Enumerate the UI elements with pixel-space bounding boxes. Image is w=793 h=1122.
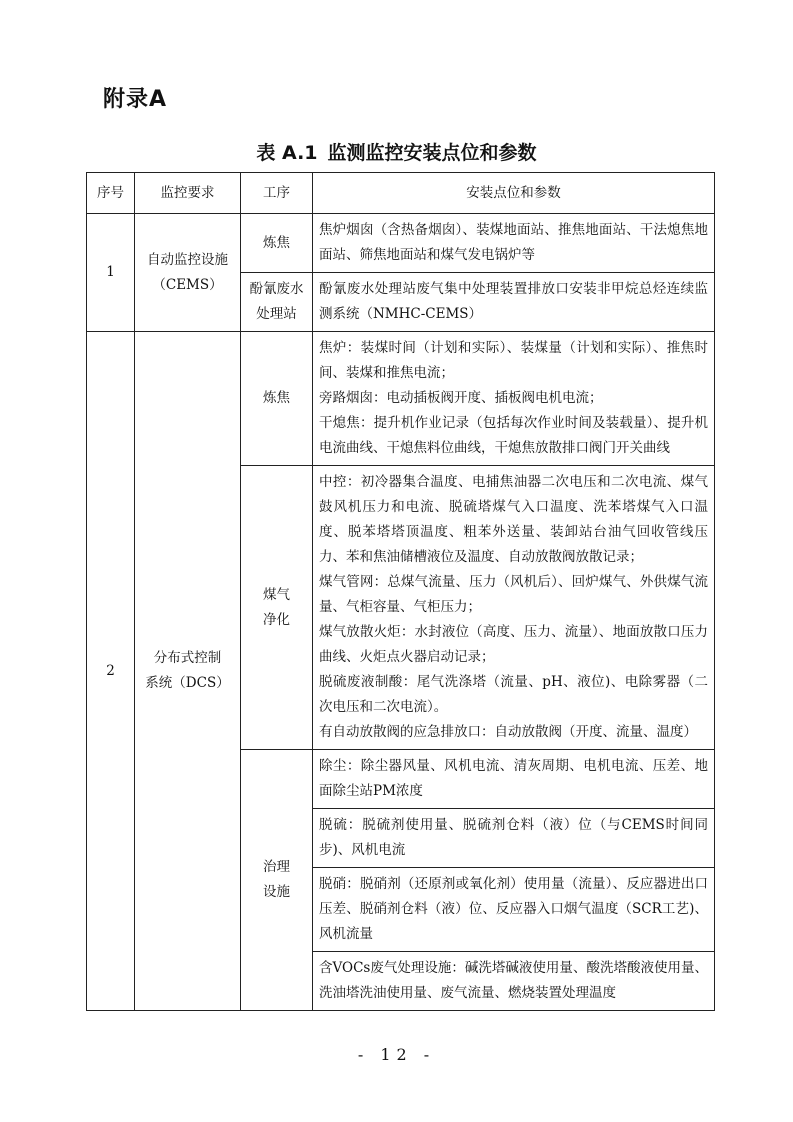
- process-name: 处理站: [256, 306, 297, 322]
- params-text: 焦炉烟囱（含热备烟囱）、装煤地面站、推焦地面站、干法熄焦地面站、筛焦地面站和煤气发电锅炉等: [319, 222, 708, 263]
- monitoring-table: [86, 172, 715, 1011]
- params-cell: [313, 952, 715, 1011]
- requirement-line: 系统（DCS）: [145, 675, 230, 691]
- params-cell: [313, 214, 715, 273]
- requirement-line: 自动监控设施: [147, 251, 228, 268]
- params-text: 脱硫：脱硫剂使用量、脱硫剂仓料（液）位（与CEMS时间同步)、风机电流: [319, 817, 708, 858]
- process-name: 煤气: [263, 586, 290, 603]
- process-name: 炼焦: [263, 390, 290, 406]
- params-text: 脱硝：脱硝剂（还原剂或氧化剂）使用量（流量）、反应器进出口压差、脱硝剂仓料（液）位、反应器入口烟气温度（SCR工艺)、风机流量: [319, 876, 708, 942]
- requirement-line: 分布式控制: [153, 650, 222, 666]
- table-row: [87, 332, 715, 466]
- process-name: 设施: [263, 884, 290, 900]
- params-cell: [313, 332, 715, 466]
- params-text: 有自动放散阀的应急排放口：自动放散阀（开度、流量、温度）: [319, 724, 697, 740]
- params-text: 煤气管网：总煤气流量、压力（风机后）、回炉煤气、外供煤气流量、气柜容量、气柜压力；: [319, 574, 708, 615]
- params-text: 酚氰废水处理站废气集中处理装置排放口安装非甲烷总烃连续监测系统（NMHC-CEMS）: [319, 281, 708, 322]
- appendix-title: 附录A: [103, 87, 168, 112]
- params-cell: [313, 809, 715, 868]
- header-process: 工序: [241, 173, 313, 214]
- page-number: - 12 -: [357, 1045, 436, 1064]
- process-cell: [241, 332, 313, 466]
- seq-cell: 2: [87, 332, 135, 1011]
- params-text: 中控：初冷器集合温度、电捕焦油器二次电压和二次电流、煤气鼓风机压力和电流、脱硫塔煤气入口温度、洗苯塔煤气入口温度、脱苯塔塔顶温度、粗苯外送量、装卸站台油气回收管线压力、苯和焦油储槽液位及温度、自动放散阀放散记录；: [319, 474, 708, 565]
- header-seq: 序号: [87, 173, 135, 214]
- params-cell: [313, 750, 715, 809]
- params-text: 干熄焦：提升机作业记录（包括每次作业时间及装载量）、提升机电流曲线、干熄焦料位曲线，干熄焦放散排口阀门开关曲线: [319, 415, 708, 456]
- process-cell: [241, 273, 313, 332]
- table-caption: [0, 138, 793, 165]
- process-cell: [241, 214, 313, 273]
- requirement-line: （CEMS）: [152, 276, 223, 293]
- params-text: 焦炉：装煤时间（计划和实际）、装煤量（计划和实际）、推焦时间、装煤和推焦电流；: [319, 340, 708, 381]
- table-row: [87, 214, 715, 273]
- params-cell: [313, 868, 715, 952]
- table-header-row: [87, 173, 715, 214]
- params-text: 煤气放散火炬：水封液位（高度、压力、流量）、地面放散口压力曲线、火炬点火器启动记录；: [319, 624, 708, 665]
- params-text: 脱硫废液制酸：尾气洗涤塔（流量、pH、液位)、电除雾器（二次电压和二次电流）。: [319, 674, 708, 715]
- requirement-cell: [135, 332, 241, 1011]
- table-caption-number: 表 A.1: [256, 142, 318, 164]
- requirement-cell: [135, 214, 241, 332]
- header-points-params: 安装点位和参数: [313, 173, 715, 214]
- table-caption-title: 监测监控安装点位和参数: [327, 142, 537, 164]
- process-name: 治理: [263, 859, 290, 875]
- process-name: 净化: [263, 611, 290, 628]
- params-text: 旁路烟囱：电动插板阀开度、插板阀电机电流；: [319, 390, 603, 406]
- process-cell: [241, 750, 313, 1011]
- params-cell: [313, 466, 715, 750]
- params-text: 含VOCs废气处理设施：碱洗塔碱液使用量、酸洗塔酸液使用量、洗油塔洗油使用量、废气流量、燃烧装置处理温度: [319, 960, 708, 1001]
- params-cell: [313, 273, 715, 332]
- header-requirement: 监控要求: [135, 173, 241, 214]
- params-text: 除尘：除尘器风量、风机电流、清灰周期、电机电流、压差、地面除尘站PM浓度: [319, 758, 708, 799]
- process-name: 酚氰废水: [249, 281, 304, 297]
- seq-cell: 1: [87, 214, 135, 332]
- process-cell: [241, 466, 313, 750]
- process-name: 炼焦: [263, 234, 290, 251]
